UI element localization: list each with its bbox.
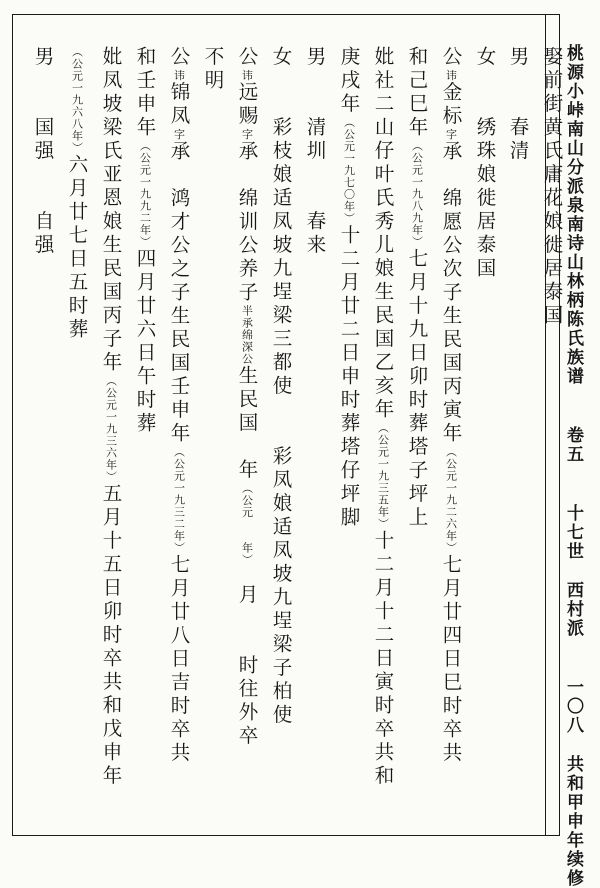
- text-column: [339, 46, 359, 530]
- column-text: 男: [303, 46, 327, 70]
- column-text: 彩枝娘适凤坡九埕梁三都使: [269, 116, 293, 399]
- column-text: 四月廿六日午时葬: [133, 248, 157, 436]
- column-text: [236, 519, 259, 543]
- column-text: 十二月十二日寅时卒共和: [371, 530, 395, 789]
- text-column: [373, 46, 393, 789]
- column-text: 公: [167, 46, 191, 70]
- column-text: 年: [235, 459, 259, 483]
- text-column: [67, 46, 87, 342]
- text-column: [237, 46, 257, 749]
- column-text: 庚戌年: [337, 46, 361, 117]
- header-volume: 卷五: [563, 426, 583, 464]
- text-column: [542, 46, 562, 328]
- column-text: 七月十九日卯时葬塔子坪上: [405, 248, 429, 530]
- column-text: 绣珠娘徙居泰国: [473, 116, 497, 281]
- column-text: 公: [439, 46, 463, 70]
- annotation-text: （公元一九三二年）: [172, 446, 186, 554]
- column-text: 绵愿公次子生民国丙寅年: [439, 187, 463, 446]
- column-text: 国强: [31, 116, 55, 164]
- annotation-text: 半承绵深公: [240, 305, 254, 365]
- column-text: 男: [31, 46, 55, 70]
- column-text: 远赐: [235, 81, 259, 129]
- column-text: 承: [439, 140, 463, 164]
- column-text: 生民国: [235, 365, 259, 436]
- column-text: [270, 70, 293, 117]
- column-text: 绵训公养子: [235, 187, 259, 305]
- text-column: [135, 46, 155, 436]
- column-text: [474, 70, 497, 117]
- column-text: 女: [473, 46, 497, 70]
- column-text: 锦凤: [167, 81, 191, 129]
- header-page-number: 一〇八: [563, 678, 583, 735]
- column-text: 金标: [439, 81, 463, 129]
- column-text: 妣社二山仔叶氏秀儿娘生民国乙亥年: [371, 46, 395, 422]
- running-header: [564, 44, 581, 888]
- column-text: 妣凤坡梁氏亚恩娘生民国丙子年: [99, 46, 123, 375]
- column-text: 七月廿四日巳时卒共: [439, 554, 463, 766]
- annotation-text: （公元一九六八年）: [70, 46, 84, 154]
- column-text: 自强: [31, 210, 55, 258]
- column-text: [270, 399, 293, 446]
- column-text: 五月十五日卯时卒共和戊申年: [99, 483, 123, 789]
- annotation-text: 字: [240, 128, 254, 141]
- text-column: [169, 46, 189, 766]
- annotation-text: （公元: [240, 482, 254, 519]
- column-text: 女: [269, 46, 293, 70]
- text-column: [441, 46, 461, 766]
- annotation-text: 讳: [172, 69, 186, 82]
- annotation-text: （公元一九八九年）: [410, 140, 424, 248]
- column-text: 承: [235, 140, 259, 164]
- header-edition: 共和甲申年续修: [563, 755, 583, 888]
- column-text: 鸿才公之子生民国壬申年: [167, 187, 191, 446]
- column-text: [236, 561, 259, 585]
- column-text: [236, 436, 259, 460]
- column-text: [236, 608, 259, 655]
- text-column: [101, 46, 121, 789]
- column-text: [304, 70, 327, 117]
- annotation-text: 字: [444, 128, 458, 141]
- column-text: 彩凤娘适凤坡九埕梁子柏使: [269, 445, 293, 728]
- column-text: 月: [235, 584, 259, 608]
- column-text: 清圳: [303, 116, 327, 164]
- annotation-text: （公元一九七〇年）: [342, 116, 356, 225]
- text-column: [33, 46, 53, 258]
- column-text: 和己巳年: [405, 46, 429, 140]
- column-text: 娶前街黄氏庸花娘徙居泰国: [540, 46, 564, 328]
- annotation-text: 年）: [240, 542, 254, 561]
- annotation-text: （公元一九九二年）: [138, 140, 152, 248]
- text-column: [508, 46, 528, 164]
- header-branch: 西村派: [563, 581, 583, 638]
- annotation-text: 字: [172, 128, 186, 141]
- column-text: 不明: [201, 46, 225, 93]
- text-column: [271, 46, 291, 728]
- column-text: 六月廿七日五时葬: [65, 154, 89, 342]
- header-title: 桃源小峠南山分派泉南诗山林柄陈氏族谱: [563, 44, 583, 386]
- column-text: 承: [167, 140, 191, 164]
- column-text: 和壬申年: [133, 46, 157, 140]
- text-column: [407, 46, 427, 530]
- column-text: 十二月廿二日申时葬塔仔坪脚: [337, 224, 361, 530]
- text-column: [203, 46, 223, 93]
- column-text: [32, 164, 55, 211]
- annotation-text: （公元一九二六年）: [444, 446, 458, 554]
- annotation-text: （公元一九三六年）: [104, 375, 118, 483]
- column-text: 七月廿八日吉时卒共: [167, 554, 191, 766]
- column-text: [507, 70, 530, 117]
- column-text: [168, 164, 191, 188]
- text-column: [305, 46, 325, 258]
- column-text: 公: [235, 46, 259, 70]
- column-text: 春来: [303, 210, 327, 258]
- column-text: 时往外卒: [235, 654, 259, 749]
- annotation-text: 讳: [444, 69, 458, 82]
- column-text: 男: [506, 46, 530, 70]
- column-text: [440, 164, 463, 188]
- annotation-text: （公元一九三五年）: [376, 422, 390, 530]
- column-text: [236, 164, 259, 188]
- column-text: [304, 164, 327, 211]
- column-text: [32, 70, 55, 117]
- column-text: 春清: [506, 116, 530, 164]
- annotation-text: 讳: [240, 69, 254, 82]
- text-column: [475, 46, 495, 281]
- header-generation: 十七世: [563, 504, 583, 561]
